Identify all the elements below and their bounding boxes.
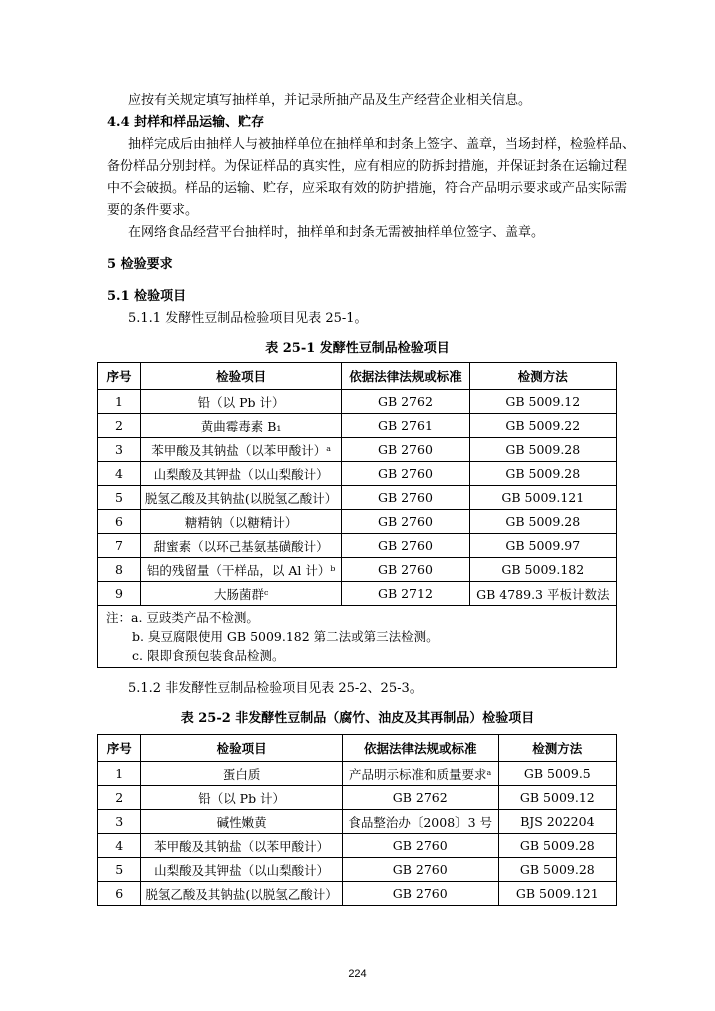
cell: GB 5009.97 [469, 534, 616, 558]
cell: GB 5009.22 [469, 414, 616, 438]
paragraph-sealing-line-1: 抽样完成后由抽样人与被抽样单位在抽样单和封条上签字、盖章，当场封样，检验样品、 [128, 137, 636, 152]
table-row [98, 414, 617, 438]
cell: 8 [98, 558, 141, 582]
cell: 4 [98, 834, 141, 858]
cell: 7 [98, 534, 141, 558]
table-notes [98, 606, 617, 668]
table-note: b. 臭豆腐限使用 GB 5009.182 第二法或第三法检测。 [132, 629, 439, 644]
cell: 脱氢乙酸及其钠盐(以脱氢乙酸计） [141, 882, 342, 906]
paragraph-sealing-line-3: 中不会破损。样品的运输、贮存，应采取有效的防护措施，符合产品明示要求或产品实际需 [107, 181, 628, 196]
cell: GB 2760 [342, 882, 498, 906]
table-row [98, 510, 617, 534]
header-cell: 依据法律法规或标准 [342, 735, 498, 762]
cell: 脱氢乙酸及其钠盐(以脱氢乙酸计） [140, 486, 341, 510]
cell: 9 [98, 582, 141, 606]
cell: GB 2712 [342, 582, 469, 606]
cell: GB 5009.28 [469, 438, 616, 462]
table-row [98, 534, 617, 558]
cell: 2 [98, 786, 141, 810]
table-note: 注：a. 豆豉类产品不检测。 [106, 610, 259, 625]
table-header-row [98, 735, 617, 762]
table-row [98, 882, 617, 906]
cell: 1 [98, 762, 141, 786]
paragraph-5-1-2: 5.1.2 非发酵性豆制品检验项目见表 25-2、25-3。 [128, 681, 423, 696]
cell: 大肠菌群ᶜ [140, 582, 341, 606]
cell: 碱性嫩黄 [141, 810, 342, 834]
cell: 产品明示标准和质量要求ᵃ [342, 762, 498, 786]
table-row [98, 390, 617, 414]
page-number: 224 [348, 968, 367, 980]
header-cell: 序号 [98, 363, 141, 390]
cell: GB 2762 [342, 786, 498, 810]
cell: GB 2760 [342, 462, 469, 486]
cell: 2 [98, 414, 141, 438]
table-row [98, 786, 617, 810]
cell: 铝的残留量（干样品，以 Al 计）ᵇ [140, 558, 341, 582]
cell: GB 5009.28 [498, 834, 616, 858]
paragraph-sealing-line-4: 要的条件要求。 [107, 203, 199, 218]
paragraph-sealing-line-2: 备份样品分别封样。为保证样品的真实性，应有相应的防拆封措施，并保证封条在运输过程 [107, 159, 628, 174]
table-row [98, 462, 617, 486]
cell: BJS 202204 [498, 810, 616, 834]
paragraph-record-info: 应按有关规定填写抽样单，并记录所抽产品及生产经营企业相关信息。 [128, 93, 532, 108]
cell: 铅（以 Pb 计） [140, 390, 341, 414]
table-row [98, 810, 617, 834]
table-row [98, 486, 617, 510]
header-cell: 检测方法 [498, 735, 616, 762]
cell: 6 [98, 882, 141, 906]
header-cell: 序号 [98, 735, 141, 762]
cell: 山梨酸及其钾盐（以山梨酸计） [140, 462, 341, 486]
header-cell: 检测方法 [469, 363, 616, 390]
table-25-1-caption: 表 25-1 发酵性豆制品检验项目 [265, 341, 450, 356]
cell: 铅（以 Pb 计） [141, 786, 342, 810]
cell: 6 [98, 510, 141, 534]
table-25-2-caption: 表 25-2 非发酵性豆制品（腐竹、油皮及其再制品）检验项目 [180, 711, 535, 726]
cell: 1 [98, 390, 141, 414]
cell: GB 2760 [342, 858, 498, 882]
section-heading-4-4: 4.4 封样和样品运输、贮存 [107, 115, 265, 130]
section-heading-5-1: 5.1 检验项目 [107, 289, 187, 304]
cell: 苯甲酸及其钠盐（以苯甲酸计）ᵃ [140, 438, 341, 462]
cell: 食品整治办〔2008〕3 号 [342, 810, 498, 834]
cell: 糖精钠（以糖精计） [140, 510, 341, 534]
cell: GB 5009.28 [469, 510, 616, 534]
cell: GB 5009.12 [469, 390, 616, 414]
table-row [98, 438, 617, 462]
cell: GB 2760 [342, 438, 469, 462]
cell: 甜蜜素（以环己基氨基磺酸计） [140, 534, 341, 558]
cell: 3 [98, 438, 141, 462]
cell: GB 2760 [342, 834, 498, 858]
section-heading-5: 5 检验要求 [107, 257, 173, 272]
header-cell: 依据法律法规或标准 [342, 363, 469, 390]
table-header-row [98, 363, 617, 390]
table-row [98, 858, 617, 882]
header-cell: 检验项目 [141, 735, 342, 762]
cell: GB 5009.182 [469, 558, 616, 582]
cell: 3 [98, 810, 141, 834]
cell: GB 2761 [342, 414, 469, 438]
table-row [98, 762, 617, 786]
header-cell: 检验项目 [140, 363, 341, 390]
cell: 4 [98, 462, 141, 486]
cell: GB 5009.5 [498, 762, 616, 786]
cell: GB 2760 [342, 534, 469, 558]
table-notes-row [98, 606, 617, 668]
table-25-2 [97, 734, 617, 906]
cell: GB 2760 [342, 486, 469, 510]
table-row [98, 834, 617, 858]
cell: 黄曲霉毒素 B₁ [140, 414, 341, 438]
cell: GB 5009.12 [498, 786, 616, 810]
cell: GB 5009.28 [498, 858, 616, 882]
cell: GB 5009.121 [469, 486, 616, 510]
cell: 5 [98, 858, 141, 882]
cell: GB 2762 [342, 390, 469, 414]
table-row [98, 558, 617, 582]
cell: 蛋白质 [141, 762, 342, 786]
table-note: c. 限即食预包装食品检测。 [132, 648, 285, 663]
cell: GB 2760 [342, 558, 469, 582]
paragraph-online-sampling: 在网络食品经营平台抽样时，抽样单和封条无需被抽样单位签字、盖章。 [128, 225, 545, 240]
cell: GB 5009.121 [498, 882, 616, 906]
cell: GB 2760 [342, 510, 469, 534]
table-25-1 [97, 362, 617, 668]
cell: GB 5009.28 [469, 462, 616, 486]
cell: 5 [98, 486, 141, 510]
cell: 山梨酸及其钾盐（以山梨酸计） [141, 858, 342, 882]
table-row [98, 582, 617, 606]
cell: 苯甲酸及其钠盐（以苯甲酸计） [141, 834, 342, 858]
paragraph-5-1-1: 5.1.1 发酵性豆制品检验项目见表 25-1。 [128, 311, 368, 326]
cell: GB 4789.3 平板计数法 [469, 582, 616, 606]
